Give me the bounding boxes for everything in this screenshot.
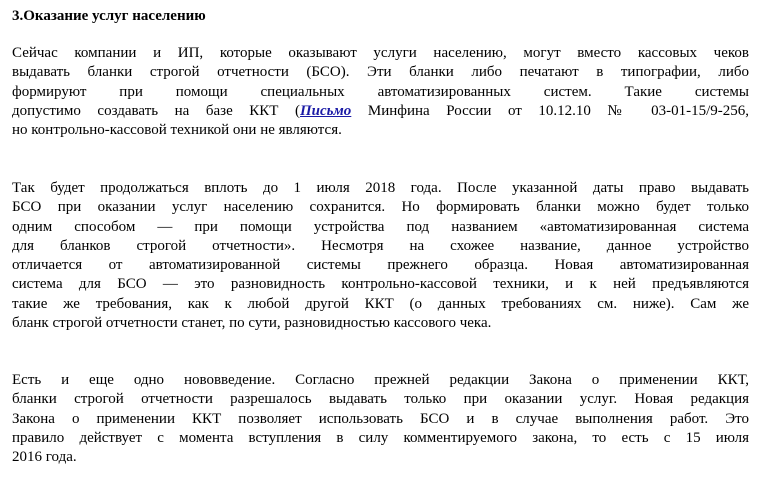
paragraph-1 — [12, 44, 749, 140]
paragraph-line: Закона о применении ККТ позволяет использовать БСО и в случае выполнения работ. Это — [12, 410, 749, 427]
paragraph-line: Сейчас компании и ИП, которые оказывают услуги населению, могут вместо кассовых чеков — [12, 45, 749, 61]
paragraph-line: выдавать бланки строгой отчетности (БСО). Эти бланки либо печатают в типографии, либо — [12, 64, 749, 81]
paragraph-line: БСО при оказании услуг населению сохранится. Но формировать бланки можно будет только — [12, 199, 749, 216]
paragraph-2 — [12, 179, 749, 333]
paragraph-line: отличается от автоматизированной системы прежнего образца. Новая автоматизированная — [12, 257, 749, 274]
paragraph-line: формируют при помощи специальных автоматизированных систем. Такие системы — [12, 83, 749, 100]
paragraph-line: для бланков строгой отчетности». Несмотря на схожее название, данное устройство — [12, 237, 749, 254]
paragraph-line: бланк строгой отчетности станет, по сути, разновидностью кассового чека. — [12, 315, 492, 332]
paragraph-line: но контрольно-кассовой техникой они не являются. — [12, 122, 342, 139]
paragraph-line: Так будет продолжаться вплоть до 1 июля 2018 года. После указанной даты право выдавать — [12, 180, 749, 196]
paragraph-line: система для БСО — это разновидность контрольно-кассовой техники, и к ней предъявляются — [12, 276, 749, 293]
paragraph-line: такие же требования, как к любой другой ККТ (о данных требованиях см. ниже). Сам же — [12, 295, 749, 312]
paragraph-line: Есть и еще одно нововведение. Согласно прежней редакции Закона о применении ККТ, — [12, 372, 749, 388]
paragraph-line: бланки строгой отчетности разрешалось выдавать только при оказании услуг. Новая редакция — [12, 391, 749, 408]
paragraph-line: одним способом — при помощи устройства под названием «автоматизированная система — [12, 218, 749, 235]
paragraph-line: 2016 года. — [12, 449, 77, 466]
section-title: 3.Оказание услуг населению — [12, 8, 206, 24]
paragraph-line: правило действует с момента вступления в силу комментируемого закона, то есть с 15 июля — [12, 429, 749, 446]
paragraph-line-with-link — [12, 102, 749, 121]
paragraph-3 — [12, 371, 749, 467]
letter-link[interactable]: Письмо — [300, 102, 352, 119]
text-before-link: допустимо создавать на базе ККТ ( — [12, 102, 300, 119]
text-after-link: Минфина России от 10.12.10 № 03-01-15/9-256, — [351, 102, 749, 119]
